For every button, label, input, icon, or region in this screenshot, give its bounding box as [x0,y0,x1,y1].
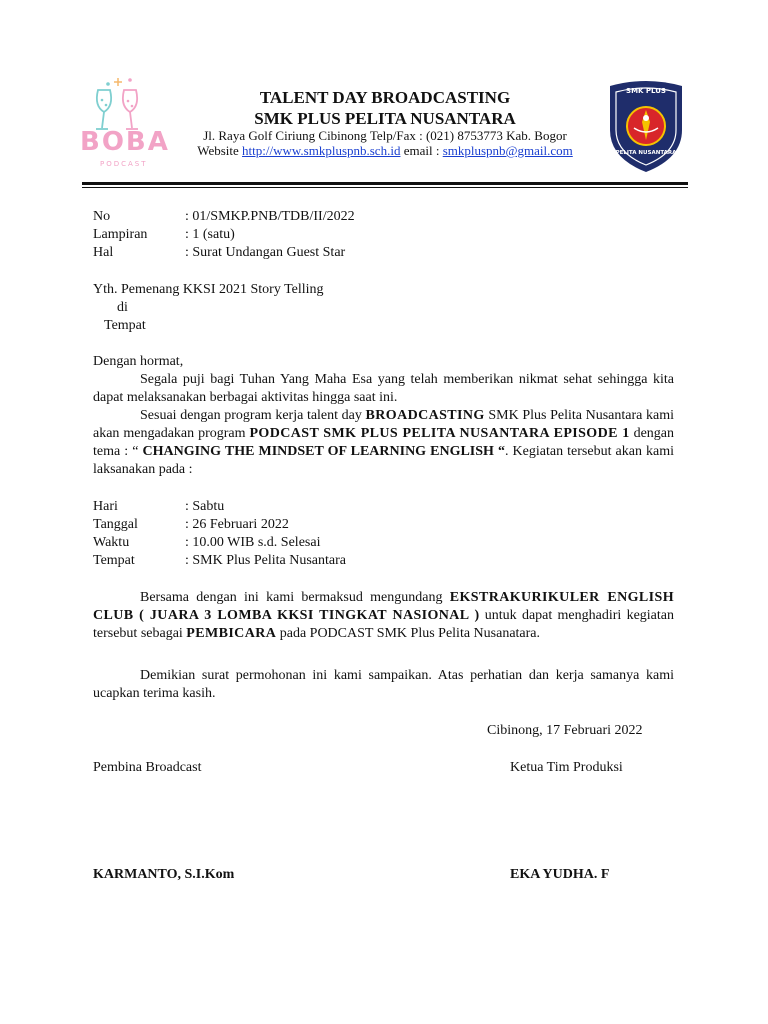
meta-label-hal: Hal [93,245,114,260]
shield-top-text: SMK PLUS [626,87,666,95]
letter-date: Cibinong, 17 Februari 2022 [487,723,643,738]
meta-label-no: No [93,209,111,224]
paragraph-opening: Segala puji bagi Tuhan Yang Maha Esa yang telah memberikan nikmat sehat sehingga kita dapat melaksanakan berbagai aktivitas hingga saat ini. [93,372,674,405]
recipient-line: Yth. Pemenang KKSI 2021 Story Telling [93,282,324,297]
schedule-label-tanggal: Tanggal [93,517,138,532]
para2-bold-theme: CHANGING THE MINDSET OF LEARNING ENGLISH “ [142,444,505,459]
para3-bold-pembicara: PEMBICARA [186,626,277,641]
letterhead-contact [160,143,610,159]
email-link[interactable]: smkpluspnb@gmail.com [442,143,573,158]
schedule-value-tanggal: : 26 Februari 2022 [185,517,289,532]
paragraph-invitation [93,589,674,643]
cheers-glasses-icon [80,72,168,172]
schedule-label-tempat: Tempat [93,553,135,568]
para2-text-4: . Kegiatan tersebut akan kami laksanakan pada : [93,444,675,477]
meta-label-lampiran: Lampiran [93,227,148,242]
email-label: email : [400,143,443,158]
signer-name-left: KARMANTO, S.I.Kom [93,867,235,882]
para2-bold-broadcasting: BROADCASTING [365,408,485,423]
para2-text-3: dengan tema : “ [93,426,674,459]
para3-text-2: untuk dapat menghadiri kegiatan tersebut sebagai [93,608,674,641]
schedule-value-waktu: : 10.00 WIB s.d. Selesai [185,535,321,550]
letterhead-title: TALENT DAY BROADCASTING [259,88,511,107]
paragraph-closing: Demikian surat permohonan ini kami sampaikan. Atas perhatian dan kerja samanya kami ucapkan terima kasih. [93,668,674,701]
shield-bottom-text: PELITA NUSANTARA [615,150,677,156]
paragraph-program [93,407,674,479]
website-label: Website [197,143,243,158]
meta-value-no: : 01/SMKP.PNB/TDB/II/2022 [185,209,355,224]
boba-podcast-logo [80,72,168,172]
signer-name-right: EKA YUDHA. F [510,867,610,882]
boba-logo-subtext: PODCAST [100,160,148,168]
para3-text-3: pada PODCAST SMK Plus Pelita Nusanatara. [276,626,541,641]
boba-logo-text: BOBA [80,127,170,157]
schedule-value-tempat: : SMK Plus Pelita Nusantara [185,553,346,568]
letterhead-divider-thin [82,187,688,188]
recipient-tempat: Tempat [104,318,146,333]
schedule-label-hari: Hari [93,499,118,514]
para3-bold-club: EKSTRAKURIKULER ENGLISH CLUB ( JUARA 3 LOMBA KKSI TINGKAT NASIONAL ) [93,590,674,623]
recipient-di: di [117,300,128,315]
para2-text-1: Sesuai dengan program kerja talent day [140,408,366,423]
website-link[interactable]: http://www.smkpluspnb.sch.id [242,143,401,158]
para2-text-2: SMK Plus Pelita Nusantara kami akan mengadakan program [93,408,674,441]
para2-bold-podcast: PODCAST SMK PLUS PELITA NUSANTARA EPISODE 1 [249,426,630,441]
letterhead-address: Jl. Raya Golf Ciriung Cibinong Telp/Fax : (021) 8753773 Kab. Bogor [203,128,567,143]
meta-value-lampiran: : 1 (satu) [185,227,235,242]
greeting: Dengan hormat, [93,354,184,369]
letterhead-school-name: SMK PLUS PELITA NUSANTARA [254,109,516,128]
signer-role-right: Ketua Tim Produksi [510,760,623,775]
signer-role-left: Pembina Broadcast [93,760,202,775]
letterhead-divider-thick [82,182,688,185]
schedule-label-waktu: Waktu [93,535,130,550]
schedule-value-hari: : Sabtu [185,499,225,514]
meta-value-hal: : Surat Undangan Guest Star [185,245,346,260]
smk-plus-shield-logo [604,78,688,174]
para3-text-1: Bersama dengan ini kami bermaksud mengundang [140,590,450,605]
